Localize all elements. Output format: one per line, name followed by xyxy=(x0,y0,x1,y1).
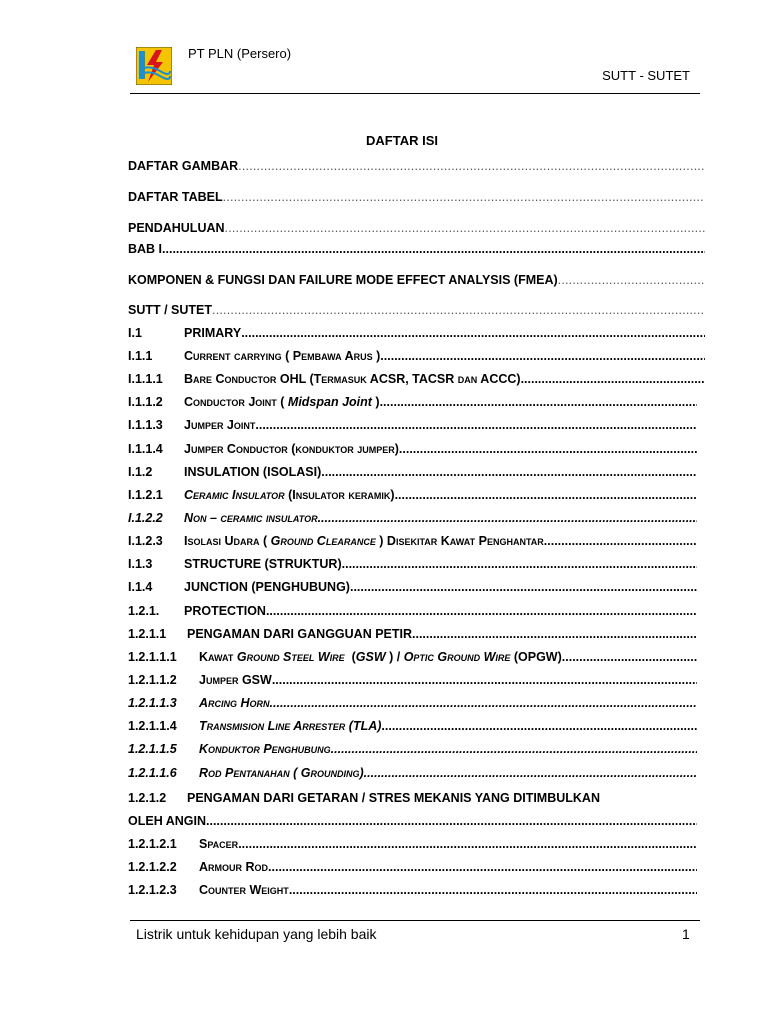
toc-entry[interactable] xyxy=(128,860,697,877)
toc-entry-label: Armour Rod xyxy=(199,860,269,874)
toc-leader xyxy=(544,534,697,548)
toc-leader xyxy=(321,465,697,479)
toc-entry-label: Kawat Ground Steel Wire (GSW ) / Optic Ground Wire (OPGW) xyxy=(199,650,562,664)
toc-entry-label: DAFTAR GAMBAR xyxy=(128,159,239,173)
toc-entry[interactable] xyxy=(128,303,705,320)
toc-entry-label: KOMPONEN & FUNGSI DAN FAILURE MODE EFFECT ANALYSIS (FMEA) xyxy=(128,273,558,287)
toc-entry-label: Rod Pentanahan ( Grounding) xyxy=(199,766,364,780)
toc-leader xyxy=(395,488,697,502)
toc-entry[interactable] xyxy=(128,511,697,528)
toc-leader xyxy=(238,837,697,851)
toc-leader xyxy=(268,860,697,874)
toc-entry-number: I.1.1.4 xyxy=(128,442,163,456)
toc-entry[interactable] xyxy=(128,557,697,574)
toc-entry[interactable] xyxy=(128,395,697,412)
toc-entry[interactable] xyxy=(128,273,705,290)
toc-entry[interactable] xyxy=(128,742,697,759)
toc-entry[interactable] xyxy=(128,673,697,690)
footer-tagline: Listrik untuk kehidupan yang lebih baik xyxy=(136,926,377,942)
toc-entry-label: STRUCTURE (STRUKTUR) xyxy=(184,557,342,571)
pln-logo-icon xyxy=(136,47,172,85)
toc-entry-label: PENGAMAN DARI GETARAN / STRES MEKANIS YANG DITIMBULKAN xyxy=(187,791,600,805)
toc-leader xyxy=(255,418,697,432)
toc-entry-number: 1.2.1.1 xyxy=(128,627,167,641)
toc-entry-label: SUTT / SUTET xyxy=(128,303,213,317)
toc-entry-label: Jumper Conductor (konduktor jumper) xyxy=(184,442,399,456)
toc-leader xyxy=(381,719,697,733)
toc-entry-number: I.1.1.1 xyxy=(128,372,163,386)
toc-entry[interactable] xyxy=(128,465,697,482)
toc-leader xyxy=(212,303,705,317)
toc-entry-number: I.1.1.2 xyxy=(128,395,163,409)
document-code: SUTT - SUTET xyxy=(602,68,690,83)
toc-entry-label: DAFTAR TABEL xyxy=(128,190,223,204)
toc-entry-number: I.1.1 xyxy=(128,349,153,363)
toc-leader xyxy=(412,627,697,641)
toc-leader xyxy=(318,511,697,525)
toc-entry-label: Counter Weight xyxy=(199,883,289,897)
toc-leader xyxy=(380,349,705,363)
toc-entry-label: PENGAMAN DARI GANGGUAN PETIR xyxy=(187,627,413,641)
toc-entry-number: I.1.2 xyxy=(128,465,153,479)
toc-leader xyxy=(225,221,705,235)
toc-entry-label: Konduktor Penghubung xyxy=(199,742,331,756)
toc-entry[interactable] xyxy=(128,650,697,667)
toc-entry-number: 1.2.1.1.5 xyxy=(128,742,177,756)
toc-entry[interactable] xyxy=(128,349,705,366)
toc-entry[interactable] xyxy=(128,627,697,644)
toc-entry-label: Isolasi Udara ( Ground Clearance ) Disekitar Kawat Penghantar xyxy=(184,534,544,548)
toc-entry[interactable] xyxy=(128,791,697,808)
toc-entry[interactable] xyxy=(128,883,697,900)
toc-entry[interactable] xyxy=(128,372,705,389)
toc-entry[interactable] xyxy=(128,159,705,176)
toc-entry[interactable] xyxy=(128,766,697,783)
toc-entry-number: 1.2.1.2.1 xyxy=(128,837,177,851)
toc-entry-label: PROTECTION xyxy=(184,604,266,618)
toc-entry-label: Arcing Horn xyxy=(199,696,270,710)
toc-leader xyxy=(380,395,697,409)
toc-leader xyxy=(521,372,705,386)
toc-entry-label: PRIMARY xyxy=(184,326,242,340)
toc-entry[interactable] xyxy=(128,837,697,854)
toc-leader xyxy=(364,766,697,780)
toc-leader xyxy=(562,650,697,664)
toc-entry[interactable] xyxy=(128,534,697,551)
toc-entry-number: I.1 xyxy=(128,326,142,340)
toc-entry-label: Jumper Joint xyxy=(184,418,256,432)
toc-entry-label: INSULATION (ISOLASI) xyxy=(184,465,322,479)
toc-entry-number: I.1.2.3 xyxy=(128,534,163,548)
toc-entry-label: Ceramic Insulator (Insulator keramik) xyxy=(184,488,395,502)
toc-entry-label: OLEH ANGIN xyxy=(128,814,207,828)
toc-entry[interactable] xyxy=(128,719,697,736)
toc-leader xyxy=(331,742,697,756)
page-title: DAFTAR ISI xyxy=(366,133,438,148)
toc-entry-number: 1.2.1.1.6 xyxy=(128,766,177,780)
toc-entry[interactable] xyxy=(128,814,697,831)
toc-entry-label: Non – ceramic insulator xyxy=(184,511,318,525)
toc-leader xyxy=(342,557,697,571)
toc-entry[interactable] xyxy=(128,418,697,435)
toc-entry-number: 1.2.1.1.1 xyxy=(128,650,177,664)
toc-entry[interactable] xyxy=(128,488,697,505)
toc-entry-number: 1.2.1.1.4 xyxy=(128,719,177,733)
toc-entry-number: I.1.2.1 xyxy=(128,488,163,502)
toc-leader xyxy=(289,883,697,897)
toc-leader xyxy=(272,673,697,687)
toc-leader xyxy=(270,696,697,710)
toc-entry-number: 1.2.1.1.2 xyxy=(128,673,177,687)
toc-entry[interactable] xyxy=(128,696,697,713)
toc-entry-label: Spacer xyxy=(199,837,239,851)
toc-entry-label: Bare Conductor OHL (Termasuk ACSR, TACSR dan ACCC) xyxy=(184,372,521,386)
toc-entry[interactable] xyxy=(128,326,705,343)
header-divider xyxy=(130,93,700,94)
toc-entry-number: 1.2.1.2 xyxy=(128,791,167,805)
toc-entry-number: 1.2.1.2.3 xyxy=(128,883,177,897)
toc-entry-number: I.1.1.3 xyxy=(128,418,163,432)
toc-entry-label: BAB I xyxy=(128,242,163,256)
toc-leader xyxy=(162,242,705,256)
toc-leader xyxy=(238,159,705,173)
toc-entry[interactable] xyxy=(128,442,697,459)
toc-leader xyxy=(206,814,697,828)
toc-entry[interactable] xyxy=(128,242,705,259)
toc-entry-number: 1.2.1.1.3 xyxy=(128,696,177,710)
toc-entry-number: 1.2.1. xyxy=(128,604,160,618)
toc-entry-label: Conductor Joint ( Midspan Joint ) xyxy=(184,395,380,409)
toc-leader xyxy=(350,580,697,594)
toc-entry-label: Jumper GSW xyxy=(199,673,272,687)
toc-entry[interactable] xyxy=(128,604,697,621)
toc-leader xyxy=(241,326,705,340)
toc-entry-number: I.1.2.2 xyxy=(128,511,163,525)
page-number: 1 xyxy=(682,926,690,942)
toc-entry[interactable] xyxy=(128,580,697,597)
toc-entry-number: 1.2.1.2.2 xyxy=(128,860,177,874)
toc-entry-label: Current carrying ( Pembawa Arus ) xyxy=(184,349,381,363)
toc-entry[interactable] xyxy=(128,190,705,207)
toc-entry-number: I.1.4 xyxy=(128,580,153,594)
toc-entry-label: JUNCTION (PENGHUBUNG) xyxy=(184,580,350,594)
toc-leader xyxy=(558,273,705,287)
toc-entry[interactable] xyxy=(128,221,705,238)
toc-leader xyxy=(266,604,697,618)
toc-entry-label: PENDAHULUAN xyxy=(128,221,225,235)
toc-leader xyxy=(223,190,705,204)
toc-leader xyxy=(399,442,697,456)
toc-entry-label: Transmision Line Arrester (TLA) xyxy=(199,719,382,733)
toc-entry-number: I.1.3 xyxy=(128,557,153,571)
footer-divider xyxy=(130,920,700,921)
company-name: PT PLN (Persero) xyxy=(188,46,292,61)
